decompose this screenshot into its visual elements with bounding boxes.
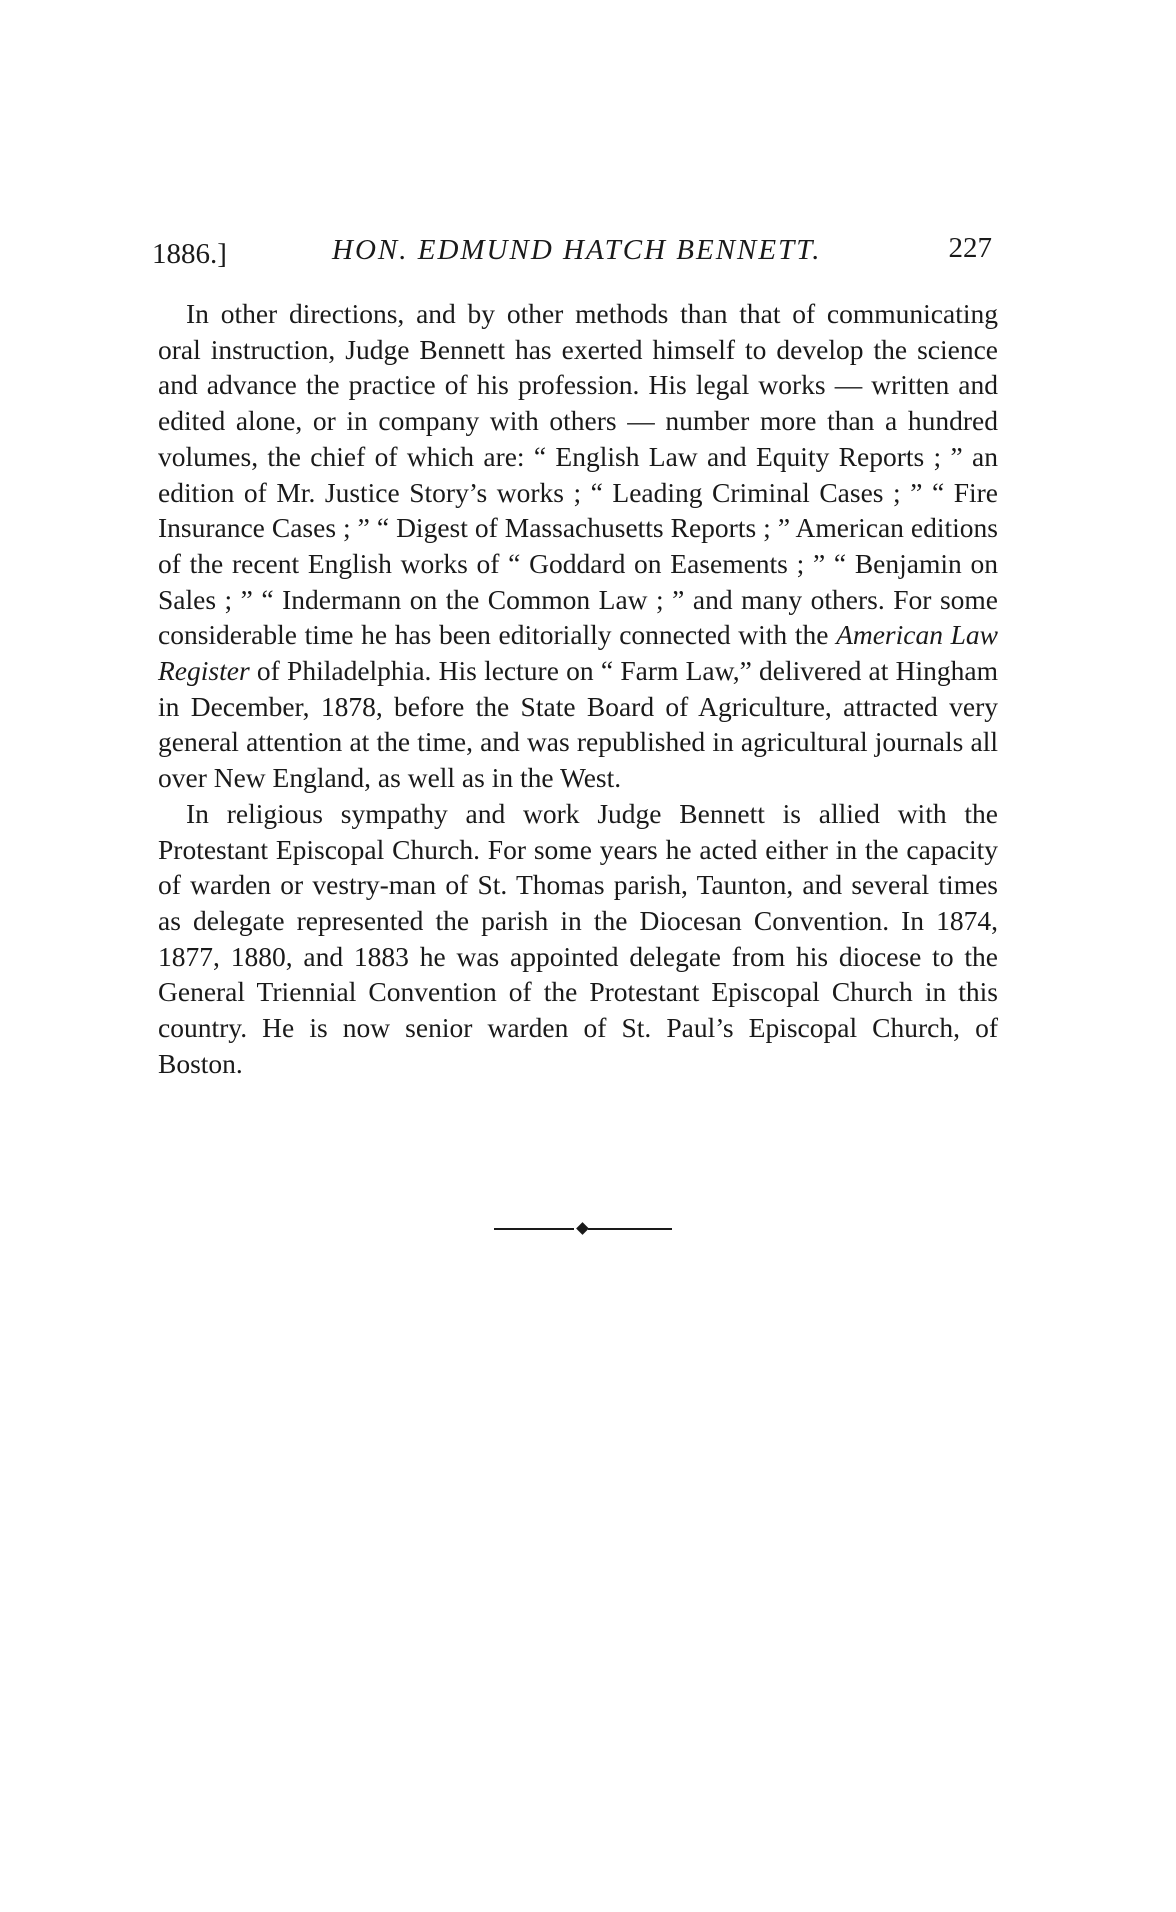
body-text <box>158 296 998 1081</box>
header-year: 1886.] <box>152 238 227 270</box>
italic-publication-title: American Law Register <box>158 619 998 687</box>
section-end-divider <box>494 1219 672 1239</box>
page-number: 227 <box>948 232 992 264</box>
divider-rule-right <box>588 1228 672 1230</box>
divider-rule-left <box>494 1228 574 1230</box>
paragraph-2: In religious sympathy and work Judge Bennett is allied with the Protestant Episcopal Church. For some years he acted either in the capacity of warden or vestry-man of St. Thomas parish, Taunton, and several times as delegate represented the parish in the Diocesan Convention. In 1874, 1877, 1880, and 1883 he was appointed delegate from his diocese to the General Triennial Convention of the Protestant Episcopal Church in this country. He is now senior warden of St. Paul’s Episcopal Church, of Boston. <box>158 797 998 1079</box>
paragraph-1 <box>158 296 998 796</box>
running-header <box>152 232 992 272</box>
paragraph-1-text: In other directions, and by other methods than that of communicating oral instruction, Judge Bennett has exerted himself to develop the science and advance the practice of his profession. His legal works — written and edited alone, or in company with others — number more than a hundred volumes, the chief of which are: “ English Law and Equity Reports ; ” an edition of Mr. Justice Story’s works ; “ Leading Criminal Cases ; ” “ Fire Insurance Cases ; ” “ Digest of Massachusetts Reports ; ” American editions of the recent English works of “ Goddard on Easements ; ” “ Benjamin on Sales ; ” “ Indermann on the Common Law ; ” and many others. For some considerable time he has been editorially connected with the <box>158 298 998 651</box>
running-title: HON. EDMUND HATCH BENNETT. <box>332 234 822 266</box>
paragraph-1-text-continued: of Philadelphia. His lecture on “ Farm Law,” delivered at Hingham in December, 1878, before the State Board of Agriculture, attracted very general attention at the time, and was republished in agricultural journals all over New England, as well as in the West. <box>158 655 998 794</box>
diamond-ornament-icon <box>576 1222 589 1235</box>
